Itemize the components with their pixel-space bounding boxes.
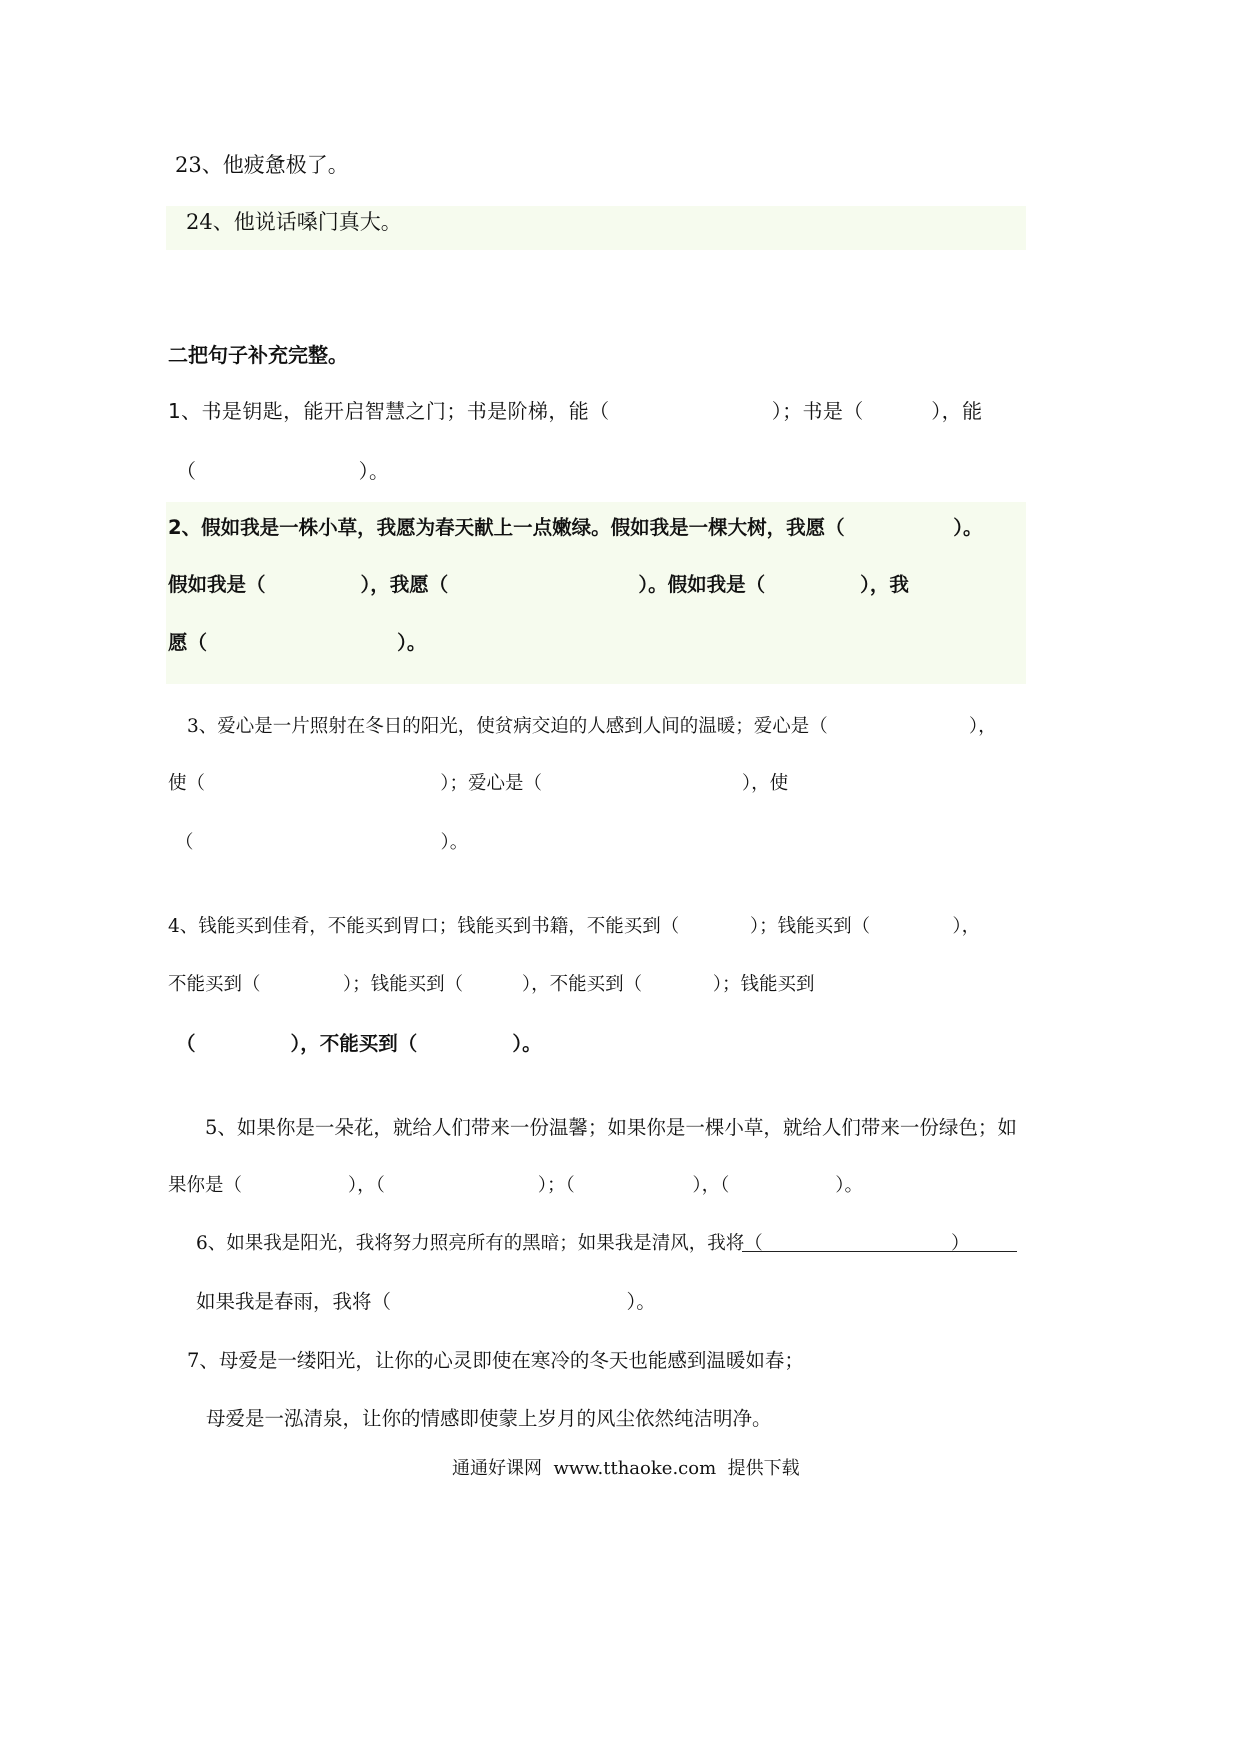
page-footer: 通通好课网 www.tthaoke.com 提供下载 [452, 1458, 800, 1479]
question-3-line-2: 使（ ）；爱心是（ ），使 [168, 773, 789, 794]
question-5-line-1: 5、如果你是一朵花，就给人们带来一份温馨；如果你是一棵小草，就给人们带来一份绿色；如 [205, 1116, 1017, 1139]
question-1-line-2: （ ）。 [176, 459, 390, 483]
question-24: 24、他说话嗓门真大。 [186, 210, 402, 234]
question-1-line-1: 1、书是钥匙，能开启智慧之门；书是阶梯，能（ ）；书是（ ），能 [168, 399, 983, 423]
question-3-line-1: 3、爱心是一片照射在冬日的阳光，使贫病交迫的人感到人间的温暖；爱心是（ ）， [187, 716, 997, 737]
question-3-line-3: （ ）。 [175, 832, 469, 853]
question-2-line-2: 假如我是（ ），我愿（ ）。假如我是（ ），我 [168, 573, 909, 596]
question-2-line-3: 愿（ ）。 [168, 631, 427, 654]
question-4-line-2: 不能买到（ ）；钱能买到（ ），不能买到（ ）；钱能买到 [168, 974, 815, 995]
question-6-line-2: 如果我是春雨，我将（ ）。 [196, 1290, 656, 1313]
question-23: 23、他疲惫极了。 [175, 153, 349, 177]
section-title: 二把句子补充完整。 [168, 343, 348, 367]
answer-underline [742, 1251, 1017, 1252]
question-4-line-1: 4、钱能买到佳肴，不能买到胃口；钱能买到书籍，不能买到（ ）；钱能买到（ ）， [168, 916, 981, 937]
question-2-line-1: 2、假如我是一株小草，我愿为春天献上一点嫩绿。假如我是一棵大树，我愿（ ）。 [168, 516, 983, 539]
question-5-line-2: 果你是（ ），（ ）；（ ），（ ）。 [168, 1175, 863, 1196]
question-6-line-1: 6、如果我是阳光，我将努力照亮所有的黑暗；如果我是清风，我将（ ） [196, 1233, 970, 1254]
question-7-line-1: 7、母爱是一缕阳光，让你的心灵即使在寒冷的冬天也能感到温暖如春； [187, 1349, 804, 1372]
question-4-line-3: （ ），不能买到（ ）。 [176, 1032, 542, 1055]
question-7-line-2: 母爱是一泓清泉，让你的情感即使蒙上岁月的风尘依然纯洁明净。 [206, 1407, 772, 1430]
